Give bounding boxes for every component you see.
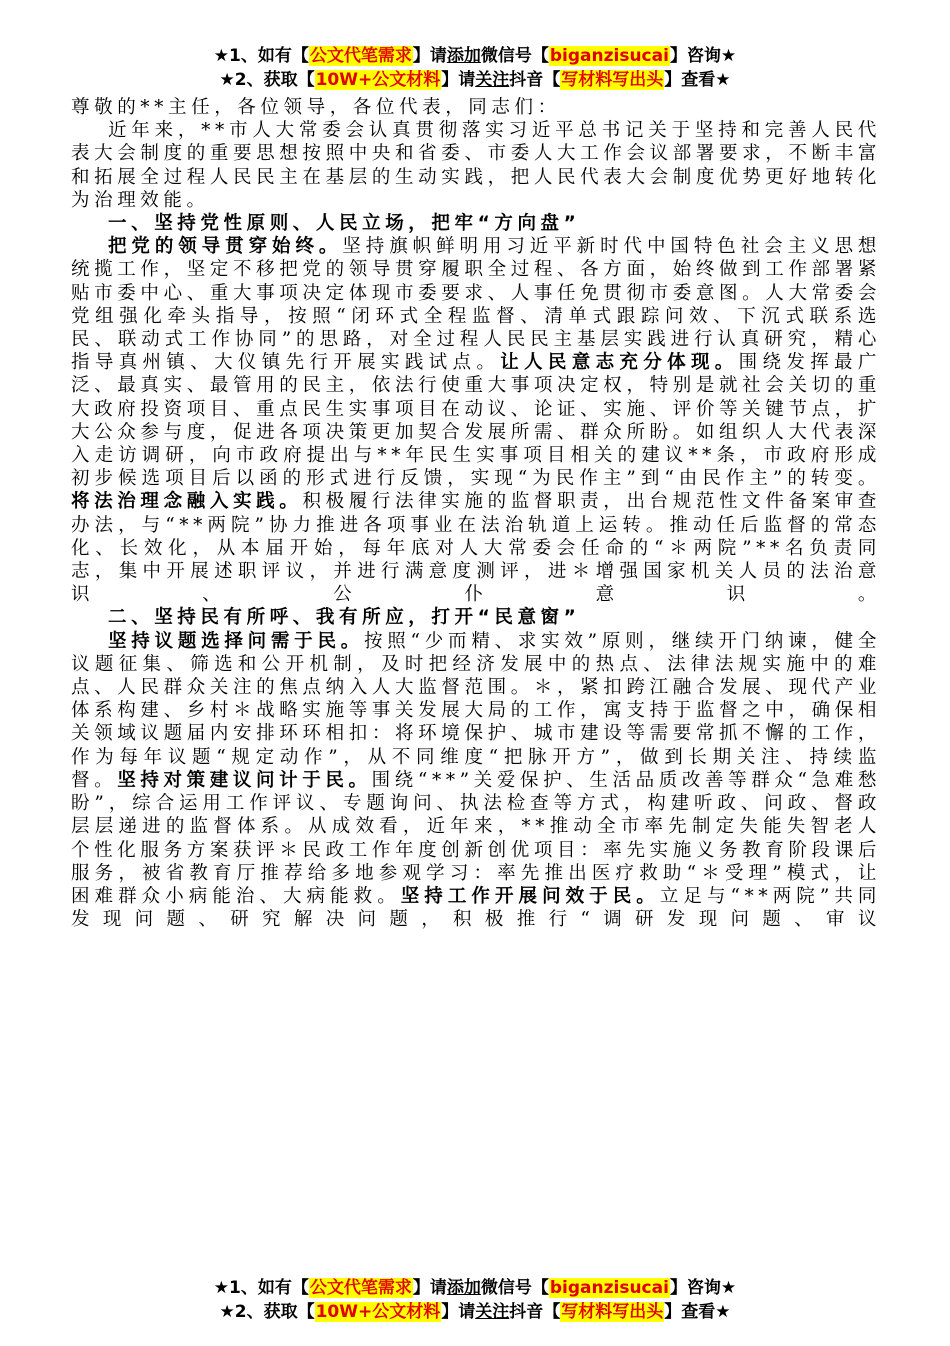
paragraph-text: 立足与“**两院”共同发现问题、研究解决问题，积极推行“调研发现问题、审议 <box>71 885 881 931</box>
promo-text: ★2、获取【 <box>219 70 315 90</box>
promo-underline: 添加 <box>446 1278 481 1298</box>
promo-line-2 <box>0 68 950 92</box>
promo-text: 】咨询★ <box>669 1278 737 1298</box>
lead-sentence: 坚持议题选择问需于民。 <box>108 630 364 652</box>
paragraph-text: 围绕发挥最广泛、最真实、最管用的民主，依法行使重大事项决定权，特别是就社会关切的重大政府投资项目、重点民生实事项目在动议、论证、实施、评价等关键节点，扩大公众参与度，促进各项决策更加契合发展所需、群众所盼。如组织人大代表深入走访调研，向市政府提出与**年民生实事项目相关的建议**条，市政府形成初步候选项目后以函的形式进行反馈，实现“为民作主”到“由民作主”的转变。 <box>71 352 881 490</box>
promo-highlight: 写材料写出头 <box>561 70 664 90</box>
promo-text: 】请 <box>441 70 476 90</box>
section-1-heading: 一、坚持党性原则、人民立场，把牢“方向盘” <box>108 213 581 235</box>
paragraph-text: 按照“少而精、求实效”原则，继续开门纳谏，健全议题征集、筛选和公开机制，及时把经济发展中的热点、法律法规实施中的难点、人民群众关注的焦点纳入人大监督范围。＊，紧扣跨江融合发展、现代产业体系构建、乡村＊战略实施等事关发展大局的工作，寓支持于监督之中，确保相关领域议题届内安排环环相扣：将环境保护、城市建设等需要常抓不懈的工作，作为每年议题“规定动作”，从不同维度“把脉开方”，做到长期关注、持续监督。 <box>71 630 881 791</box>
document-body <box>71 96 881 931</box>
promo-text: 】咨询★ <box>669 46 737 66</box>
section-2-heading: 二、坚持民有所呼、我有所应，打开“民意窗” <box>108 607 581 629</box>
promo-highlight: 公文代笔需求 <box>309 46 412 66</box>
promo-line-1 <box>0 44 950 68</box>
paragraph-text: 积极履行法律实施的监督职责，出台规范性文件备案审查办法，与“**两院”协力推进各项事业在法治轨道上运转。推动任后监督的常态化、长效化，从本届开始，每年底对人大常委会任命的“＊两院”**名负责同志，集中开展述职评议，并进行满意度测评，进＊增强国家机关人员的法治意识、公仆意识。 <box>71 491 881 606</box>
promo-line-1 <box>0 1276 950 1300</box>
promo-text: 】请 <box>412 46 447 66</box>
promo-highlight: biganzisucai <box>549 1278 669 1298</box>
paragraph-text: 坚持旗帜鲜明用习近平新时代中国特色社会主义思想统揽工作，坚定不移把党的领导贯穿履职全过程、各方面，始终做到工作部署紧贴市委中心、重大事项决定体现市委要求、人事任免贯彻市委意图。人大常委会党组强化牵头指导，按照“闭环式全程监督、清单式跟踪问效、下沉式联系选民、联动式工作协同”的思路，对全过程人民民主基层实践进行认真研究，精心指导真州镇、大仪镇先行开展实践试点。 <box>71 236 881 374</box>
promo-text: 微信号【 <box>480 46 549 66</box>
lead-sentence: 让人民意志充分体现。 <box>500 352 739 374</box>
promo-text: 微信号【 <box>480 1278 549 1298</box>
lead-sentence: 坚持工作开展问效于民。 <box>400 885 660 907</box>
promo-banner-bottom <box>0 1276 950 1324</box>
promo-underline: 关注 <box>475 70 510 90</box>
promo-underline: 添加 <box>446 46 481 66</box>
lead-sentence: 把党的领导贯穿始终。 <box>108 236 343 258</box>
promo-text: 】查看★ <box>664 70 731 90</box>
promo-highlight: 公文代笔需求 <box>309 1278 412 1298</box>
promo-highlight: 写材料写出头 <box>561 1302 664 1322</box>
promo-line-2 <box>0 1300 950 1324</box>
promo-text: ★2、获取【 <box>219 1302 315 1322</box>
promo-text: ★1、如有【 <box>213 46 309 66</box>
intro-paragraph: 近年来，**市人大常委会认真贯彻落实习近平总书记关于坚持和完善人民代表大会制度的重要思想按照中央和省委、市委人大工作会议部署要求，不断丰富和拓展全过程人民民主在基层的生动实践，把人民代表大会制度优势更好地转化为治理效能。 <box>71 120 881 211</box>
promo-text: ★1、如有【 <box>213 1278 309 1298</box>
promo-text: 】请 <box>441 1302 476 1322</box>
paragraph-text: 围绕“**”关爱保护、生活品质改善等群众“急难愁盼”，综合运用工作评议、专题询问、执法检查等方式，构建听政、问政、督政层层递进的监督体系。从成效看，近年来，**推动全市率先制定失能失智老人个性化服务方案获评＊民政工作年度创新创优项目：率先实施义务教育阶段课后服务，被省教育厅推荐给多地参观学习：率先推出医疗救助“＊受理”模式，让困难群众小病能治、大病能救。 <box>71 769 881 907</box>
section-1-paragraph-1 <box>71 235 881 606</box>
promo-banner-top <box>0 44 950 92</box>
lead-sentence: 将法治理念融入实践。 <box>71 491 303 513</box>
lead-sentence: 坚持对策建议问计于民。 <box>117 769 372 791</box>
promo-text: 】查看★ <box>664 1302 731 1322</box>
section-2-paragraph-1 <box>71 630 881 932</box>
promo-text: 抖音【 <box>509 1302 561 1322</box>
promo-highlight: 10W+公文材料 <box>315 70 441 90</box>
promo-highlight: 10W+公文材料 <box>315 1302 441 1322</box>
promo-text: 抖音【 <box>509 70 561 90</box>
promo-highlight: biganzisucai <box>549 46 669 66</box>
promo-underline: 关注 <box>475 1302 510 1322</box>
promo-text: 】请 <box>412 1278 447 1298</box>
greeting: 尊敬的**主任，各位领导，各位代表，同志们： <box>71 97 561 118</box>
